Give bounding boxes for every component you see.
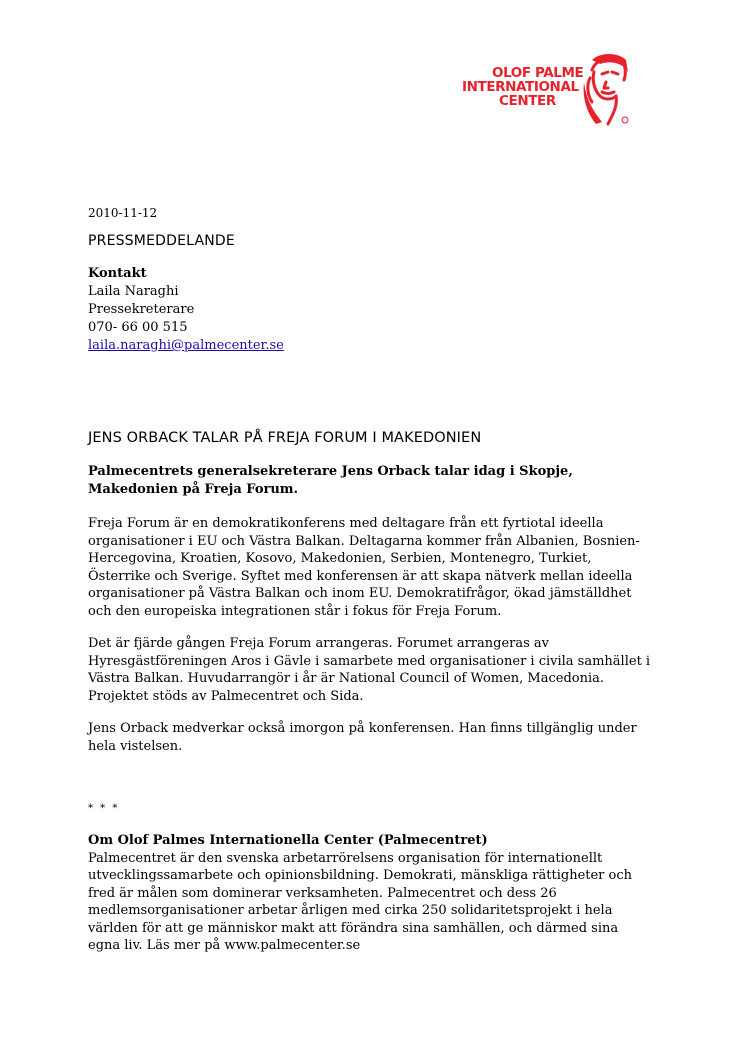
about-section (88, 832, 653, 955)
contact-phone: 070- 66 00 515 (88, 320, 188, 335)
document-type: PRESSMEDDELANDE (88, 233, 235, 249)
olof-palme-portrait-icon (582, 52, 632, 128)
about-text: Palmecentret är den svenska arbetarrörelsens organisation för internationellt utvecklingssamarbete och opinionsbildning. Demokrati, mänskliga rättigheter och fred är målen som dominerar verksamheten. Palmecentret och dess 26 medlemsorganisationer arbetar årligen med cirka 250 solidaritetsprojekt i hela världen för att ge människor makt att förändra sina samhällen, och därmed sina egna liv. Läs mer på www.palmecenter.se (88, 850, 633, 953)
contact-name: Laila Naraghi (88, 284, 179, 299)
date: 2010-11-12 (88, 206, 158, 220)
lead-paragraph: Palmecentrets generalsekreterare Jens Orback talar idag i Skopje, Makedonien på Freja Forum. (88, 464, 573, 497)
logo-line-3: CENTER (499, 93, 556, 109)
contact-email-link[interactable]: laila.naraghi@palmecenter.se (88, 338, 284, 353)
section-separator: * * * (88, 803, 120, 814)
body-paragraph-3: Jens Orback medverkar också imorgon på konferensen. Han finns tillgänglig under hela vistelsen. (88, 721, 637, 754)
headline: JENS ORBACK TALAR PÅ FREJA FORUM I MAKEDONIEN (88, 430, 482, 446)
body-paragraph-2: Det är fjärde gången Freja Forum arrangeras. Forumet arrangeras av Hyresgästföreningen Aros i Gävle i samarbete med organisationer i civila samhället i Västra Balkan. Huvudarrangör i år är National Council of Women, Macedonia. Projektet stöds av Palmecentret och Sida. (88, 636, 651, 704)
logo-line-1: OLOF PALME (492, 65, 584, 81)
contact-block (88, 265, 284, 355)
contact-title: Pressekreterare (88, 302, 195, 317)
contact-heading: Kontakt (88, 266, 147, 281)
about-heading: Om Olof Palmes Internationella Center (Palmecentret) (88, 833, 488, 848)
organization-logo (462, 50, 642, 130)
logo-line-2: INTERNATIONAL (462, 79, 579, 95)
body-paragraph-1: Freja Forum är en demokratikonferens med deltagare från ett fyrtiotal ideella organisationer i EU och Västra Balkan. Deltagarna kommer från Albanien, Bosnien-Hercegovina, Kroatien, Kosovo, Makedonien, Serbien, Montenegro, Turkiet, Österrike och Sverige. Syftet med konferensen är att skapa nätverk mellan ideella organisationer på Västra Balkan och inom EU. Demokratifrågor, ökad jämställdhet och den europeiska integrationen står i fokus för Freja Forum. (88, 516, 640, 619)
